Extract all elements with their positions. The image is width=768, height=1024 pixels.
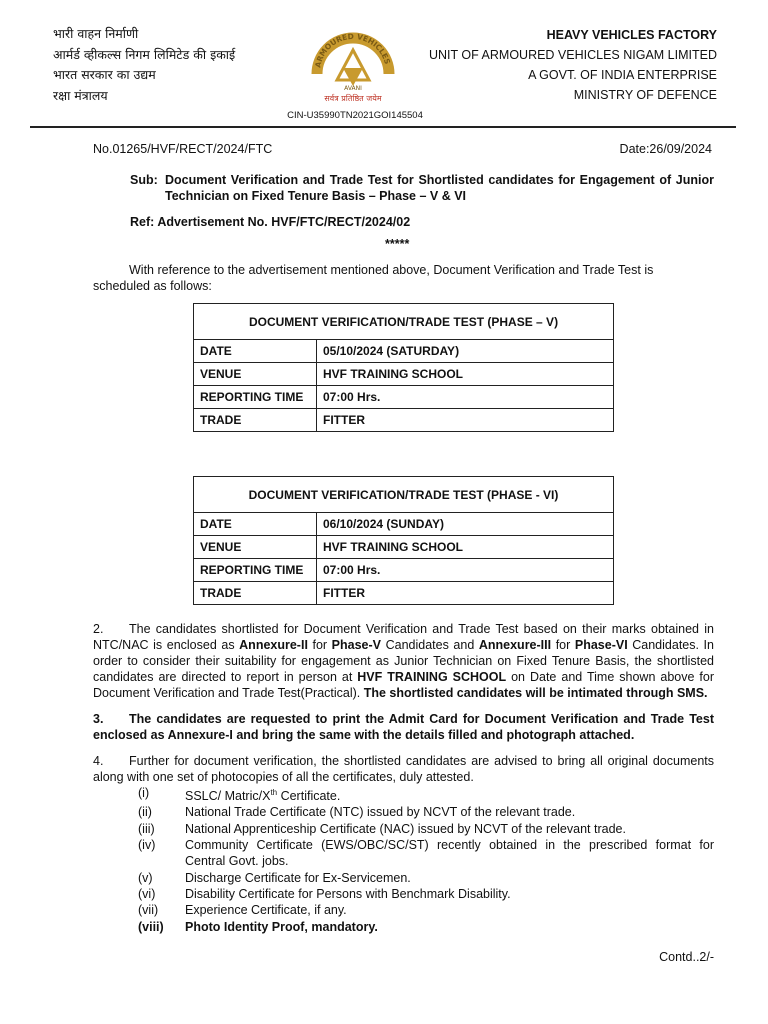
hindi-line: भारी वाहन निर्माणी [53, 26, 139, 41]
row-value: HVF TRAINING SCHOOL [317, 536, 614, 559]
item-text: Discharge Certificate for Ex-Servicemen. [185, 870, 411, 885]
table-row [194, 386, 614, 409]
item-text: Community Certificate (EWS/OBC/SC/ST) recently obtained in the prescribed format for Central Govt. jobs. [185, 838, 714, 869]
item-text: Photo Identity Proof, mandatory. [185, 919, 378, 934]
p2-bold: Phase-V [331, 638, 382, 652]
list-item [138, 821, 714, 837]
hindi-header [53, 24, 235, 106]
row-label: REPORTING TIME [194, 386, 317, 409]
item-number: (vii) [138, 903, 159, 918]
hindi-line: आर्मर्ड व्हीकल्स निगम लिमिटेड की इकाई [53, 46, 236, 62]
row-label: DATE [194, 513, 317, 536]
item-number: (i) [138, 786, 150, 800]
table-row [194, 582, 614, 605]
table-row [194, 363, 614, 386]
list-item [138, 837, 714, 870]
english-header [429, 25, 717, 105]
item-text: National Trade Certificate (NTC) issued by NCVT of the relevant trade. [185, 805, 576, 820]
list-item [138, 902, 714, 918]
item-number: (vi) [138, 886, 156, 901]
list-item [138, 870, 714, 886]
english-line: A GOVT. OF INDIA ENTERPRISE [528, 68, 717, 82]
table-title: DOCUMENT VERIFICATION/TRADE TEST (PHASE - VI) [194, 477, 614, 513]
p2-text: Candidates and [381, 638, 479, 652]
separator-stars: ***** [385, 237, 410, 251]
hindi-line: भारत सरकार का उद्यम [53, 67, 156, 82]
item-number: (viii) [138, 919, 164, 934]
schedule-table-phase-vi [193, 476, 614, 605]
row-value: 07:00 Hrs. [317, 559, 614, 582]
list-item [138, 804, 714, 820]
schedule-table-phase-v [193, 303, 614, 432]
row-value: 05/10/2024 (SATURDAY) [317, 340, 614, 363]
p2-bold: HVF TRAINING SCHOOL [357, 670, 507, 684]
p3-text: The candidates are requested to print the Admit Card for Document Verification and Trade Test enclosed as Annexure-I and bring the same with the details filled and photograph attached. [93, 712, 714, 742]
row-label: TRADE [194, 582, 317, 605]
intro-paragraph [93, 262, 714, 294]
list-item [138, 785, 714, 804]
paragraph-number: 4. [93, 754, 104, 768]
hindi-line: रक्षा मंत्रालय [53, 87, 108, 103]
table-title: DOCUMENT VERIFICATION/TRADE TEST (PHASE – V) [194, 304, 614, 340]
row-label: REPORTING TIME [194, 559, 317, 582]
english-line: MINISTRY OF DEFENCE [573, 88, 717, 102]
p2-text: Candidates. In order to consider their suitability for engagement as Junior Technician on Fixed Tenure Basis, the shortlisted candidates are directed to report in person at [93, 638, 714, 684]
row-label: DATE [194, 340, 317, 363]
row-value: 07:00 Hrs. [317, 386, 614, 409]
header-divider [30, 126, 736, 128]
item-number: (iv) [138, 838, 156, 853]
p2-text: The candidates shortlisted for Document Verification and Trade Test based on their marks obtained in NTC/NAC is enclosed as [93, 622, 714, 652]
logo-avani-text: AVANI [344, 85, 362, 92]
logo-motto: सर्वत्र प्रतिष्ठित जयेम [324, 94, 382, 103]
item-text: Certificate. [277, 789, 341, 804]
paragraph-number: 3. [93, 712, 104, 726]
item-text: Disability Certificate for Persons with Benchmark Disability. [185, 886, 511, 901]
p2-text: for [307, 638, 332, 652]
letter-ref-number: No.01265/HVF/RECT/2024/FTC [93, 142, 273, 156]
factory-name: HEAVY VEHICLES FACTORY [546, 28, 717, 42]
item-text: SSLC/ Matric/X [185, 789, 271, 804]
table-row [194, 340, 614, 363]
item-number: (ii) [138, 805, 152, 820]
subject-label: Sub: [130, 173, 158, 187]
cin-number: CIN-U35990TN2021GOI145504 [287, 110, 423, 121]
avani-logo [303, 28, 403, 108]
intro-line: With reference to the advertisement mentioned above, Document Verification and Trade Test is [129, 263, 654, 277]
paragraph-4 [93, 753, 714, 785]
p2-text: on Date and Time shown above for Document Verification and Trade Test(Practical). [93, 670, 714, 700]
reference: Ref: Advertisement No. HVF/FTC/RECT/2024/02 [130, 215, 411, 229]
p2-bold: Phase-VI [574, 638, 628, 652]
subject [130, 172, 714, 204]
p4-text: Further for document verification, the shortlisted candidates are advised to bring all original documents along with one set of photocopies of all the certificates, duly attested. [93, 754, 714, 784]
p2-bold: Annexure-III [478, 638, 552, 652]
intro-line: scheduled as follows: [93, 279, 212, 293]
english-line: UNIT OF ARMOURED VEHICLES NIGAM LIMITED [428, 48, 717, 62]
item-text: National Apprenticeship Certificate (NAC) issued by NCVT of the relevant trade. [185, 821, 626, 836]
row-label: TRADE [194, 409, 317, 432]
subject-text: Document Verification and Trade Test for Shortlisted candidates for Engagement of Junior Technician on Fixed Tenure Basis – Phase – V & VI [165, 173, 714, 203]
item-number: (iii) [138, 821, 155, 836]
row-value: FITTER [317, 409, 614, 432]
row-label: VENUE [194, 363, 317, 386]
table-row [194, 536, 614, 559]
item-number: (v) [138, 870, 153, 885]
p2-bold: Annexure-II [239, 638, 308, 652]
table-row [194, 513, 614, 536]
paragraph-3 [93, 711, 714, 743]
row-value: 06/10/2024 (SUNDAY) [317, 513, 614, 536]
p2-bold: The shortlisted candidates will be intimated through SMS. [363, 686, 708, 700]
item-sup: th [270, 788, 278, 797]
table-row [194, 409, 614, 432]
letter-date: Date:26/09/2024 [619, 142, 712, 156]
paragraph-2 [93, 621, 714, 701]
documents-list [138, 785, 714, 935]
list-item [138, 886, 714, 902]
paragraph-number: 2. [93, 622, 104, 636]
row-value: FITTER [317, 582, 614, 605]
item-text: Experience Certificate, if any. [185, 903, 347, 918]
list-item [138, 919, 714, 935]
p2-text: for [551, 638, 575, 652]
row-value: HVF TRAINING SCHOOL [317, 363, 614, 386]
continued-note: Contd..2/- [659, 950, 714, 964]
svg-text:ARMOURED VEHICLES: ARMOURED VEHICLES [313, 31, 392, 69]
row-label: VENUE [194, 536, 317, 559]
table-row [194, 559, 614, 582]
